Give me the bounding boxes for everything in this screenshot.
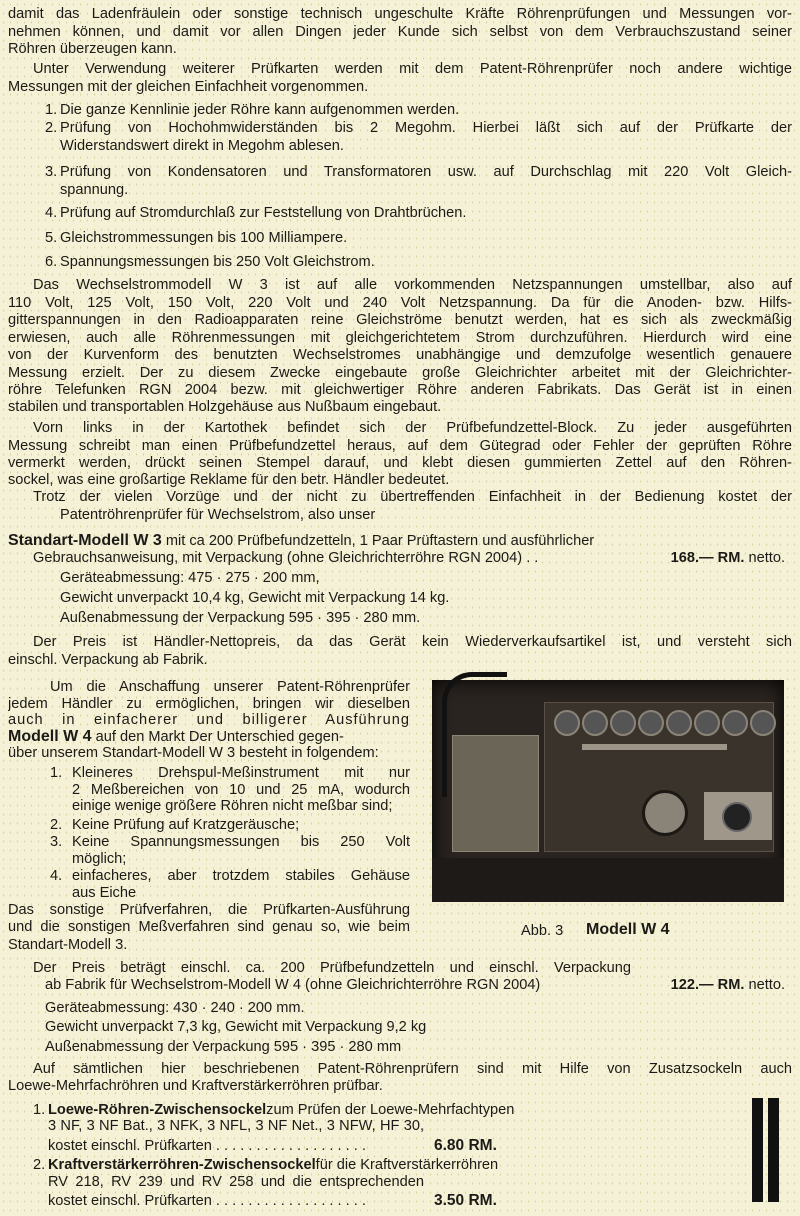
adapter-text: zum Prüfen der Loewe-Mehrfachtypen	[266, 1102, 515, 1118]
list-item: Prüfung auf Stromdurchlaß zur Feststellung von Drahtbrüchen.	[60, 205, 467, 221]
w3-price-netto: netto.	[748, 550, 785, 566]
trotz-line: Patentröhrenprüfer für Wechselstrom, also unser	[60, 507, 376, 523]
list-number: 2.	[33, 1157, 46, 1173]
list-number: 2.	[50, 817, 63, 833]
w3-description-line: von der Kurvenform des benutzten Wechselstromes unabhängige und demzufolge wesentlich genauere	[8, 347, 792, 363]
list-item: Spannungsmessungen bis 250 Volt Gleichstrom.	[60, 254, 375, 270]
tube-socket	[750, 710, 776, 736]
model-name-w3: Standart-Modell W 3	[8, 532, 162, 549]
list-number: 4.	[45, 205, 58, 221]
list-item: Widerstandswert direkt in Megohm ablesen.	[60, 138, 344, 154]
list-item: aus Eiche	[72, 885, 137, 901]
list-item: 2 Meßbereichen von 10 und 25 mA, wodurch	[72, 782, 410, 798]
intro-line: nehmen können, und damit vor allen Dingen jeder Kunde sich selbst von dem Verbrauchszustand seiner	[8, 24, 792, 40]
w3-description-line: gitterspannungen in den Radioapparaten reine Gleichströme benutzt werden, hat es sich als zweckmäßig	[8, 312, 792, 328]
price-note-line: einschl. Verpackung ab Fabrik.	[8, 652, 208, 668]
intro-line: Röhren überzeugen kann.	[8, 41, 177, 57]
adapter-price: 3.50 RM.	[434, 1192, 497, 1209]
tube-socket	[638, 710, 664, 736]
price-note-line: Der Preis ist Händler-Nettopreis, da das Gerät kein Wiederverkaufsartikel ist, und versteht sich	[33, 634, 792, 650]
w4-intro-line: Um die Anschaffung unserer Patent-Röhrenprüfer	[50, 679, 410, 695]
w3-offer-text: mit ca 200 Prüfbefundzetteln, 1 Paar Prüftastern und ausführlicher	[165, 533, 595, 549]
list-number: 1.	[45, 102, 58, 118]
w4-price-netto: netto.	[748, 977, 785, 993]
w4-same-line: Das sonstige Prüfverfahren, die Prüfkarten-Ausführung	[8, 902, 410, 918]
adapters-intro-line: Auf sämtlichen hier beschriebenen Patent-Röhrenprüfern sind mit Hilfe von Zusatzsockeln auch	[33, 1061, 792, 1077]
further-line: Messungen mit der gleichen Einfachheit vorgenommen.	[8, 79, 369, 95]
adapter-text: kostet einschl. Prüfkarten . . . . . . . . . . . . . . . . . . .	[48, 1193, 366, 1209]
list-item: möglich;	[72, 851, 127, 867]
intro-line: damit das Ladenfräulein oder sonstige technisch ungeschulte Kräfte Röhrenprüfungen und Messungen vor-	[8, 6, 792, 22]
adapter-text: 3 NF, 3 NF Bat., 3 NFK, 3 NFL, 3 NF Net., 3 NFW, HF 30,	[48, 1118, 424, 1134]
adapter-name: Kraftverstärkerröhren-Zwischensockel	[48, 1157, 316, 1173]
kartothek-line: sockel, was eine großartige Reklame für den betr. Händler bedeutet.	[8, 472, 450, 488]
w3-description-line: erwiesen, auch alle Röhrenmessungen mit gleichgerichtetem Strom durchzuführen. Hierdurch wird eine	[8, 330, 792, 346]
w3-price	[671, 549, 785, 567]
selector-knob	[722, 802, 752, 832]
tube-socket	[554, 710, 580, 736]
list-item: einfacheres, aber trotzdem stabiles Gehäuse	[72, 868, 410, 884]
w4-same-line: Standart-Modell 3.	[8, 937, 128, 953]
list-item: Gleichstrommessungen bis 100 Milliampere.	[60, 230, 348, 246]
list-number: 3.	[45, 164, 58, 180]
meter	[642, 790, 688, 836]
model-name-w4: Modell W 4	[8, 728, 92, 745]
adapter-text: für die Kraftverstärkerröhren	[315, 1157, 499, 1173]
adapter-text: kostet einschl. Prüfkarten . . . . . . . . . . . . . . . . . . .	[48, 1138, 366, 1154]
w4-offer-text: Der Preis beträgt einschl. ca. 200 Prüfbefundzetteln und einschl. Verpackung	[33, 960, 631, 976]
w3-description-line: röhre Telefunken RGN 2004 bezw. mit gleichwertiger Röhre anderen Fabrikats. Das Gerät ist in einen	[8, 382, 792, 398]
binding-bar	[768, 1098, 779, 1202]
w3-offer-line	[8, 532, 594, 550]
tube-tester-photo	[432, 680, 784, 902]
list-item: einige wenige größere Röhren nicht meßbar sind;	[72, 798, 393, 814]
w4-intro-line: jedem Händler zu ermöglichen, bringen wir dieselben	[8, 696, 410, 712]
case-front	[432, 858, 784, 902]
kartothek-line: vermerkt werden, drückt seinen Stempel darauf, und klebt diesen gummierten Zettel auf den Röhren-	[8, 455, 792, 471]
adapter-text: RV 218, RV 239 und RV 258 und die entsprechenden	[48, 1174, 424, 1190]
tube-socket	[722, 710, 748, 736]
list-item: Prüfung von Kondensatoren und Transformatoren usw. auf Durchschlag mit 220 Volt Gleich-	[60, 164, 792, 180]
w4-intro-line: über unserem Standart-Modell W 3 besteht in folgendem:	[8, 745, 379, 761]
w4-intro-text: auf den Markt Der Unterschied gegen-	[95, 729, 344, 745]
list-item: Kleineres Drehspul-Meßinstrument mit nur	[72, 765, 410, 781]
w3-description-line: 110 Volt, 125 Volt, 150 Volt, 220 Volt und 240 Volt Netzspannung. Da für die Anoden- bzw. Hilfs-	[8, 295, 792, 311]
label-strip	[582, 744, 727, 750]
w4-same-line: und die sonstigen Meßverfahren sind genau so, wie beim	[8, 919, 410, 935]
adapter-name: Loewe-Röhren-Zwischensockel	[48, 1102, 267, 1118]
adapters-intro-line: Loewe-Mehrfachröhren und Kraftverstärkerröhren prüfbar.	[8, 1078, 383, 1094]
w4-price	[671, 976, 785, 994]
w3-description-line: Messung erzielt. Der zu diesem Zwecke eingebaute große Gleichrichter arbeitet mit der Gleichrichter-	[8, 365, 792, 381]
list-number: 1.	[33, 1102, 46, 1118]
figure-label: Abb. 3	[521, 923, 564, 939]
tube-socket	[582, 710, 608, 736]
list-number: 3.	[50, 834, 63, 850]
list-item: Keine Prüfung auf Kratzgeräusche;	[72, 817, 300, 833]
w3-spec: Außenabmessung der Verpackung 595 · 395 · 280 mm.	[60, 610, 421, 626]
w4-price-value: 122.— RM.	[670, 977, 745, 993]
w4-spec: Geräteabmessung: 430 · 240 · 200 mm.	[45, 1000, 305, 1016]
list-number: 2.	[45, 120, 58, 136]
card-file-drawer	[452, 735, 539, 852]
binding-bar	[752, 1098, 763, 1202]
w3-spec: Gewicht unverpackt 10,4 kg, Gewicht mit Verpackung 14 kg.	[60, 590, 450, 606]
tube-socket	[666, 710, 692, 736]
adapter-price: 6.80 RM.	[434, 1137, 497, 1154]
tube-socket	[610, 710, 636, 736]
w3-description-line: Das Wechselstrommodell W 3 ist auf alle vorkommenden Netzspannungen umstellbar, also auf	[33, 277, 792, 293]
list-item: Die ganze Kennlinie jeder Röhre kann aufgenommen werden.	[60, 102, 460, 118]
w3-price-value: 168.— RM.	[670, 550, 745, 566]
list-number: 4.	[50, 868, 63, 884]
figure-title: Modell W 4	[586, 921, 670, 938]
list-number: 5.	[45, 230, 58, 246]
trotz-line: Trotz der vielen Vorzüge und der nicht zu übertreffenden Einfachheit in der Bedienung kostet der	[33, 489, 792, 505]
w3-description-line: stabilen und transportablen Holzgehäuse aus Nußbaum eingebaut.	[8, 399, 442, 415]
w3-offer-text: Gebrauchsanweisung, mit Verpackung (ohne Gleichrichterröhre RGN 2004) . .	[33, 550, 539, 566]
list-item: spannung.	[60, 182, 129, 198]
tube-socket	[694, 710, 720, 736]
list-number: 6.	[45, 254, 58, 270]
w4-intro-line: auch in einfacherer und billigerer Ausführung	[8, 712, 410, 728]
adapter-line	[48, 1156, 499, 1174]
list-item: Keine Spannungsmessungen bis 250 Volt	[72, 834, 410, 850]
w4-spec: Außenabmessung der Verpackung 595 · 395 · 280 mm	[45, 1039, 402, 1055]
w3-spec: Geräteabmessung: 475 · 275 · 200 mm,	[60, 570, 320, 586]
kartothek-line: Messung schreibt man einen Prüfbefundzettel heraus, auf dem Gütegrad oder Fehler der geprüften Röhre	[8, 438, 792, 454]
list-number: 1.	[50, 765, 63, 781]
w4-offer-text: ab Fabrik für Wechselstrom-Modell W 4 (ohne Gleichrichterröhre RGN 2004)	[45, 977, 541, 993]
list-item: Prüfung von Hochohmwiderständen bis 2 Megohm. Hierbei läßt sich auf der Prüfkarte der	[60, 120, 792, 136]
w4-spec: Gewicht unverpackt 7,3 kg, Gewicht mit Verpackung 9,2 kg	[45, 1019, 427, 1035]
further-line: Unter Verwendung weiterer Prüfkarten werden mit dem Patent-Röhrenprüfer noch andere wichtige	[33, 61, 792, 77]
kartothek-line: Vorn links in der Kartothek befindet sich der Prüfbefundzettel-Block. Zu jeder ausgeführten	[33, 420, 792, 436]
